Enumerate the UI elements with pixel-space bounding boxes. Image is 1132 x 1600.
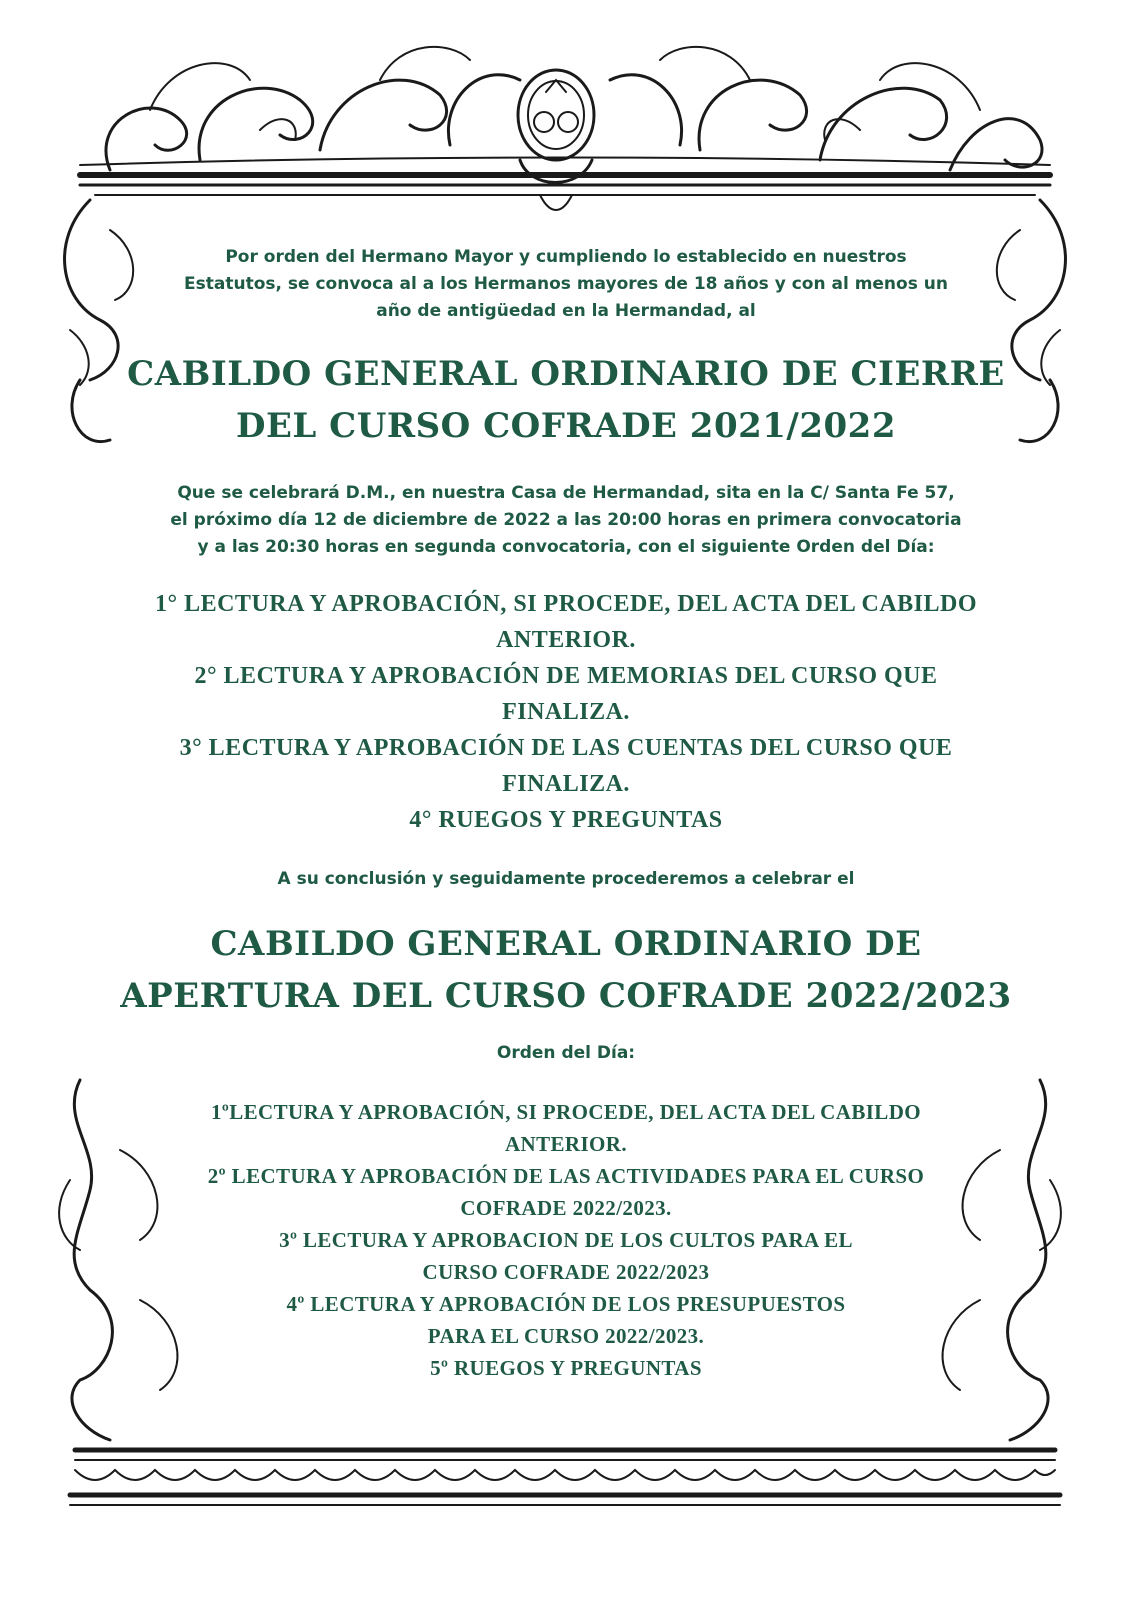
top-scrollwork [106, 47, 1042, 170]
list-item: 3º LECTURA Y APROBACION DE LOS CULTOS PARA EL [279, 1228, 853, 1252]
list-item: 1° LECTURA Y APROBACIÓN, SI PROCEDE, DEL ACTA DEL CABILDO [154, 591, 978, 617]
list-item: ANTERIOR. [496, 627, 636, 653]
crest-emblem [518, 70, 594, 210]
title-cabildo-apertura [0, 918, 1132, 1022]
list-item: FINALIZA. [502, 699, 630, 725]
conclusion-text: A su conclusión y seguidamente procederemos a celebrar el [277, 869, 855, 889]
list-item: 5º RUEGOS Y PREGUNTAS [430, 1356, 702, 1380]
list-item: 2º LECTURA Y APROBACIÓN DE LAS ACTIVIDADES PARA EL CURSO [207, 1164, 925, 1188]
bottom-base [70, 1450, 1060, 1505]
top-cornice [80, 158, 1050, 196]
orden-dia-label: Orden del Día: [496, 1043, 636, 1063]
title-line: DEL CURSO COFRADE 2021/2022 [236, 406, 896, 446]
list-item: CURSO COFRADE 2022/2023 [422, 1260, 710, 1284]
intro-paragraph [0, 244, 1132, 325]
intro-line: Estatutos, se convoca al a los Hermanos mayores de 18 años y con al menos un [184, 274, 948, 294]
list-item: PARA EL CURSO 2022/2023. [427, 1324, 705, 1348]
title-cabildo-cierre [0, 348, 1132, 452]
list-item: 4º LECTURA Y APROBACIÓN DE LOS PRESUPUESTOS [286, 1292, 846, 1316]
title-line: CABILDO GENERAL ORDINARIO DE CIERRE [127, 354, 1005, 394]
intro-line: Por orden del Hermano Mayor y cumpliendo lo establecido en nuestros [225, 247, 907, 267]
list-item: FINALIZA. [502, 771, 630, 797]
list-item: 4° RUEGOS Y PREGUNTAS [409, 807, 723, 833]
list-item: 2° LECTURA Y APROBACIÓN DE MEMORIAS DEL CURSO QUE [194, 663, 938, 689]
details-paragraph [0, 480, 1132, 561]
list-item: ANTERIOR. [504, 1132, 628, 1156]
list-item: 3° LECTURA Y APROBACIÓN DE LAS CUENTAS DEL CURSO QUE [179, 735, 953, 761]
list-item: COFRADE 2022/2023. [460, 1196, 672, 1220]
details-line: y a las 20:30 horas en segunda convocatoria, con el siguiente Orden del Día: [197, 537, 935, 557]
title-line: CABILDO GENERAL ORDINARIO DE [210, 924, 922, 964]
list-item: 1ºLECTURA Y APROBACIÓN, SI PROCEDE, DEL ACTA DEL CABILDO [210, 1100, 922, 1124]
orden-dia-cierre-list [0, 586, 1132, 838]
title-line: APERTURA DEL CURSO COFRADE 2022/2023 [120, 976, 1012, 1016]
details-line: Que se celebrará D.M., en nuestra Casa de Hermandad, sita en la C/ Santa Fe 57, [177, 483, 955, 503]
intro-line: año de antigüedad en la Hermandad, al [376, 301, 756, 321]
details-line: el próximo día 12 de diciembre de 2022 a las 20:00 horas en primera convocatoria [170, 510, 962, 530]
orden-dia-apertura-list [0, 1096, 1132, 1384]
